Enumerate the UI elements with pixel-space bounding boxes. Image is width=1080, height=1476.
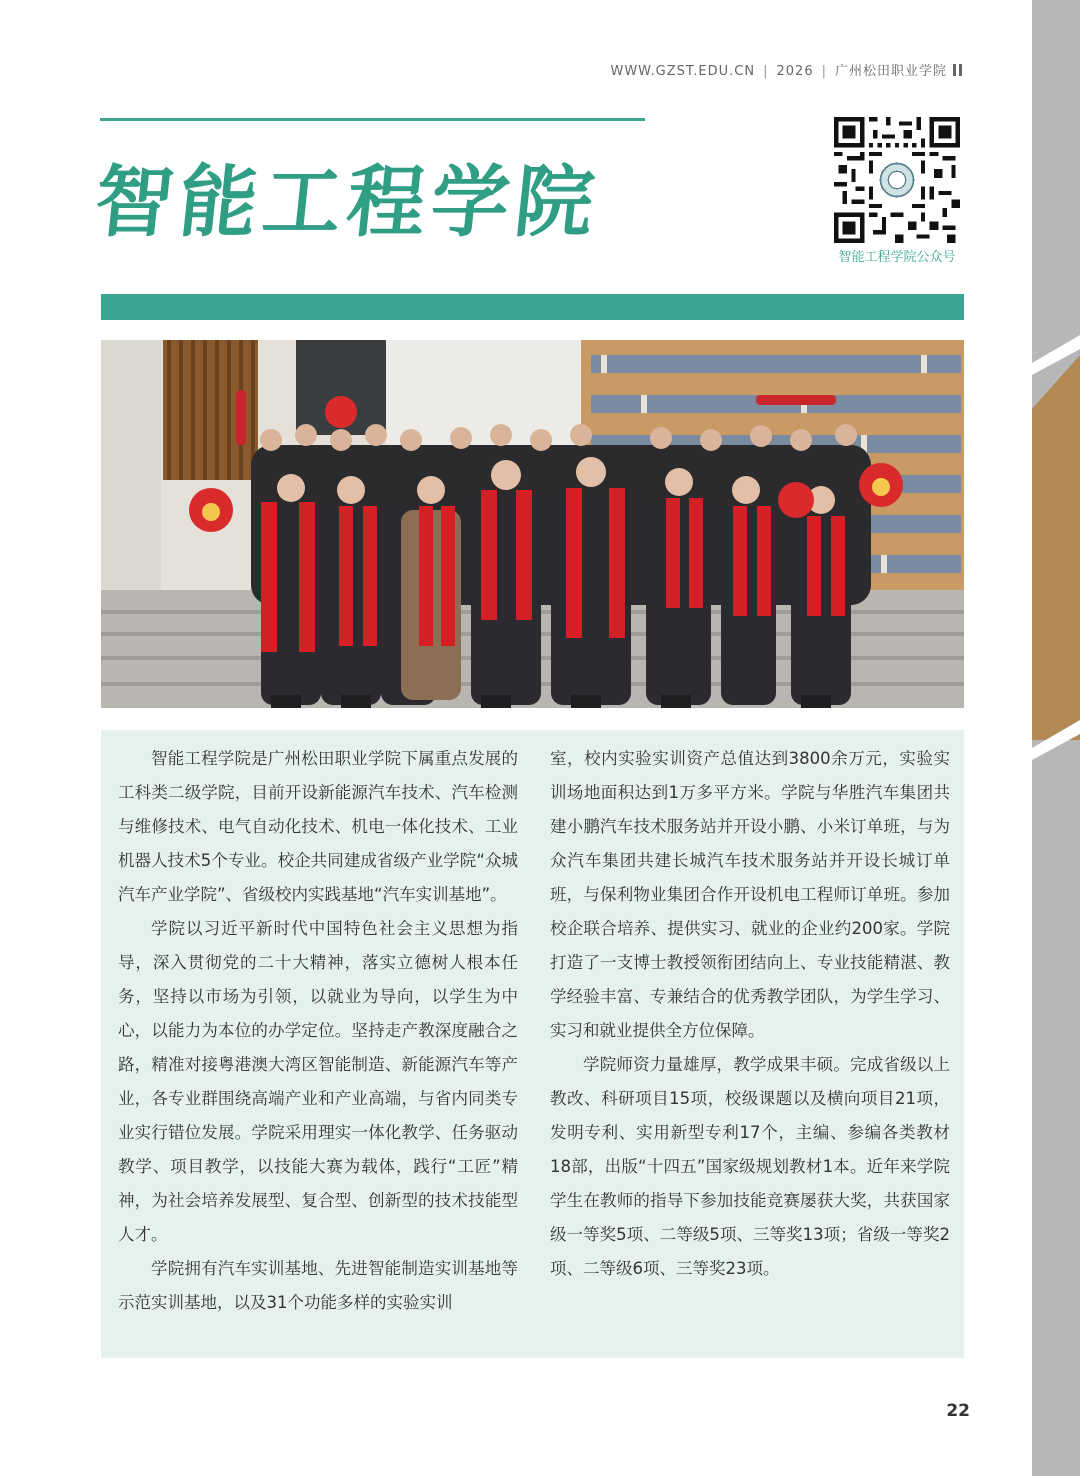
title-rule: [100, 118, 645, 121]
header-site: WWW.GZST.EDU.CN: [610, 64, 756, 79]
header-bars-icon: [953, 64, 962, 76]
paragraph: 智能工程学院是广州松田职业学院下属重点发展的工科类二级学院，目前开设新能源汽车技术、汽车检测与维修技术、电气自动化技术、机电一体化技术、工业机器人技术5个专业。校企共同建成省级产业学院“众城汽车产业学院”、省级校内实践基地“汽车实训基地”。: [118, 749, 518, 904]
header-school: 广州松田职业学院: [834, 64, 947, 79]
paragraph: 学院师资力量雄厚，教学成果丰硕。完成省级以上教改、科研项目15项，校级课题以及横向项目21项，发明专利、实用新型专利17个，主编、参编各类教材18部，出版“十四五”国家级规划教材1本。近年来学院学生在教师的指导下参加技能竞赛屡获大奖，共获国家级一等奖5项、二等级5项、三等奖13项；省级一等奖2项、二等级6项、三等奖23项。: [550, 1055, 950, 1278]
page-title: 智能工程学院: [90, 157, 605, 248]
body-column-right: [550, 742, 950, 1286]
page-number: 22: [946, 1401, 970, 1421]
paragraph-continued: 室，校内实验实训资产总值达到3800余万元，实验实训场地面积达到1万多平方米。学院与华胜汽车集团共建小鹏汽车技术服务站并开设小鹏、小米订单班，与为众汽车集团共建长城汽车技术服务站并开设长城订单班，与保利物业集团合作开设机电工程师订单班。参加校企联合培养、提供实习、就业的企业约200家。学院打造了一支博士教授领衔团结向上、专业技能精湛、教学经验丰富、专兼结合的优秀教学团队，为学生学习、实习和就业提供全方位保障。: [550, 749, 950, 1040]
qr-code-icon: [834, 117, 960, 243]
running-header: WWW.GZST.EDU.CN | 2026 | 广州松田职业学院: [610, 60, 962, 79]
paragraph: 学院以习近平新时代中国特色社会主义思想为指导，深入贯彻党的二十大精神，落实立德树人根本任务，坚持以市场为引领，以就业为导向，以学生为中心，以能力为本位的办学定位。坚持走产教深度融合之路，精准对接粤港澳大湾区智能制造、新能源汽车等产业，各专业群围绕高端产业和产业高端，与省内同类专业实行错位发展。学院采用理实一体化教学、任务驱动教学、项目教学，以技能大赛为载体，践行“工匠”精神，为社会培养发展型、复合型、创新型的技术技能型人才。: [118, 919, 518, 1244]
side-decoration-gold: [1032, 355, 1080, 740]
teal-band: [101, 294, 964, 320]
body-column-left: [118, 742, 518, 1320]
paragraph: 学院拥有汽车实训基地、先进智能制造实训基地等示范实训基地，以及31个功能多样的实验实训: [118, 1259, 518, 1312]
group-photo: [101, 340, 964, 708]
header-year: 2026: [776, 64, 814, 79]
qr-caption: 智能工程学院公众号: [838, 250, 956, 265]
